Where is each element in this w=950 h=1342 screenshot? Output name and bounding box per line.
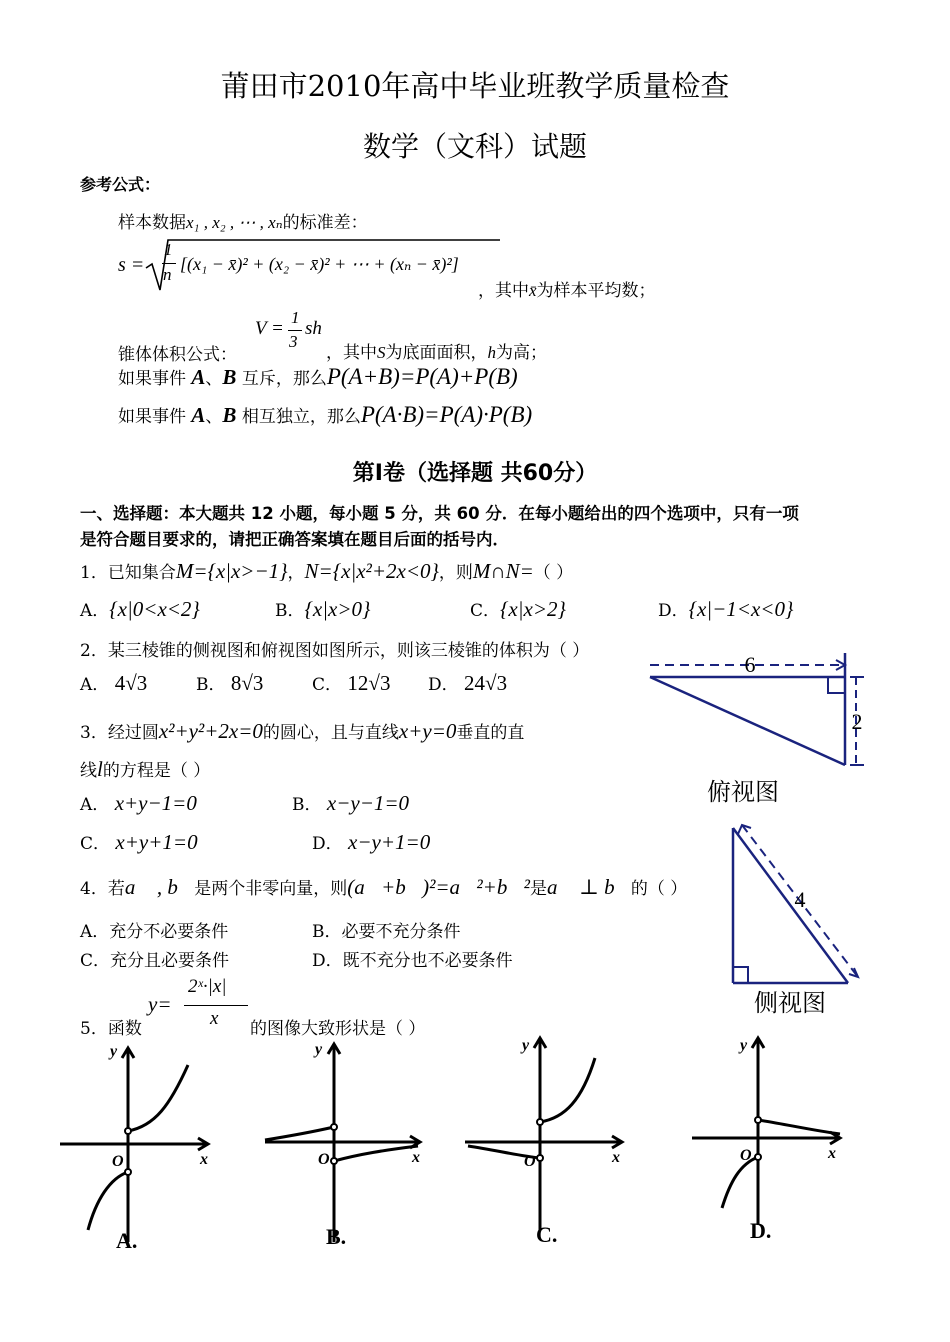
q1-set-n: N={x|x²+2x<0} [304, 559, 439, 583]
q3-option-b[interactable] [292, 790, 409, 816]
sd-frac-den: n [163, 265, 172, 284]
top-dim-label: 6 [744, 652, 756, 677]
q1-option-d[interactable] [658, 596, 793, 622]
y-label: y [110, 1043, 118, 1060]
option-label: C． [80, 951, 111, 971]
graph-label: A. [116, 1228, 138, 1253]
indep-sep: 、 [205, 407, 223, 427]
option-value: 24√3 [464, 671, 508, 695]
excl-formula: P(A+B)=P(A)+P(B) [326, 364, 518, 389]
open-point [537, 1119, 543, 1125]
excl-a: A [191, 365, 206, 389]
cone-note [326, 338, 547, 363]
open-point [331, 1124, 337, 1130]
origin-label: O [740, 1147, 752, 1164]
option-value: {x|0<x<2} [109, 597, 200, 621]
q4-option-d[interactable] [312, 946, 513, 971]
option-label: B． [196, 675, 226, 695]
q3-tail: 垂直的直 [456, 723, 525, 743]
option-value: {x|−1<x<0} [688, 597, 794, 621]
excl-sep: 、 [205, 369, 223, 389]
sample-intro: 样本数据 [118, 213, 186, 233]
option-label: B． [292, 795, 322, 815]
sample-tail: 的标准差： [282, 213, 368, 233]
graph-label: D. [750, 1218, 772, 1243]
option-label: B． [275, 601, 305, 621]
top-view-caption: 俯视图 [707, 780, 779, 806]
origin-label: O [112, 1153, 124, 1170]
q3-line2-post: 的方程是（ ） [102, 761, 211, 781]
q2-option-b[interactable] [196, 670, 263, 696]
q5-tail: 的图像大致形状是（ ） [250, 1019, 426, 1039]
indep-mid: 相互独立，那么 [241, 407, 361, 427]
option-label: B． [312, 922, 342, 942]
cone-note-3: 为高； [496, 343, 547, 363]
open-point [755, 1117, 761, 1123]
cone-h: h [487, 343, 496, 362]
q3-option-a[interactable] [80, 790, 197, 816]
option-value: 12√3 [347, 671, 391, 695]
q4-option-c[interactable] [80, 946, 229, 971]
option-label: A． [80, 922, 110, 942]
q5-den: x [210, 1008, 219, 1029]
q1-then: ，则 [438, 563, 473, 583]
open-point [125, 1128, 131, 1134]
q3-option-d[interactable] [312, 829, 430, 855]
sd-frac-num: 1 [164, 240, 173, 259]
option-value: 8√3 [230, 671, 264, 695]
option-label: D． [312, 834, 343, 854]
q3-line: x+y=0 [398, 719, 457, 743]
option-value: x−y+1=0 [348, 830, 431, 854]
q3-circle: x²+y²+2x=0 [158, 719, 263, 743]
section-instructions-1: 一、选择题：本大题共 12 小题，每小题 5 分，共 60 分．在每小题给出的四个选项中，只有一项 [80, 504, 799, 523]
option-value: x−y−1=0 [326, 791, 410, 815]
open-point [537, 1155, 543, 1161]
q1-prefix: 1．已知集合 [80, 563, 176, 583]
indep-a: A [191, 403, 206, 427]
cone-s: S [377, 343, 386, 362]
q3-prefix: 3．经过圆 [80, 723, 159, 743]
q2-option-a[interactable] [80, 670, 147, 696]
option-value: x+y−1=0 [114, 791, 197, 815]
q2-option-c[interactable] [312, 670, 390, 696]
sample-vars: x₁ , x₂ , ⋯ , xₙ [186, 213, 283, 232]
origin-label: O [318, 1151, 330, 1168]
cone-note-2: 为底面面积， [385, 343, 488, 363]
curve-left [265, 1127, 334, 1140]
q3-line2-pre: 线 [80, 761, 97, 781]
option-label: D． [658, 601, 689, 621]
q1-option-a[interactable] [80, 596, 200, 622]
q5-prefix: 5．函数 [80, 1019, 142, 1039]
x-label: x [200, 1151, 208, 1168]
side-view-hypotenuse [733, 828, 848, 983]
option-value: 充分不必要条件 [109, 922, 229, 942]
sd-note-var: x̄ [529, 281, 537, 300]
q4-option-a[interactable] [80, 917, 228, 942]
section-instructions-2: 是符合题目要求的，请把正确答案填在题目后面的括号内． [80, 530, 509, 549]
option-label: D． [312, 951, 343, 971]
cone-note-1: ，其中 [326, 343, 377, 363]
option-value: 4√3 [114, 671, 148, 695]
q4-mid: 是两个非零向量，则 [194, 879, 348, 899]
option-label: D． [428, 675, 459, 695]
open-point [331, 1158, 337, 1164]
curve-right [334, 1146, 418, 1161]
graph-c[interactable] [465, 1037, 622, 1247]
q2-option-d[interactable] [428, 670, 507, 696]
q5-graphs [40, 1030, 920, 1260]
option-value: 既不充分也不必要条件 [342, 951, 513, 971]
sd-note-pre: ，其中 [478, 281, 529, 301]
open-point [125, 1169, 131, 1175]
section-title: 第Ⅰ卷（选择题 共60分） [352, 461, 598, 486]
indep-pre: 如果事件 [118, 407, 186, 427]
indep-formula: P(A·B)=P(A)·P(B) [360, 402, 533, 427]
indep-b: B [222, 403, 237, 427]
option-value: 必要不充分条件 [341, 922, 461, 942]
q5-num: 2ˣ·|x| [188, 976, 227, 997]
q4-vecs: a⃗ , b⃗ [124, 875, 195, 899]
side-dim-label: 2 [851, 709, 863, 734]
formula-heading: 参考公式： [80, 175, 161, 194]
option-value: {x|x>2} [500, 597, 566, 621]
x-label: x [828, 1145, 836, 1162]
q1-sep: ， [287, 563, 305, 583]
excl-pre: 如果事件 [118, 369, 186, 389]
graph-label: B. [326, 1224, 347, 1249]
option-value: x+y+1=0 [115, 830, 198, 854]
q1-option-b[interactable] [275, 596, 370, 622]
x-label: x [412, 1149, 420, 1166]
q3-mid: 的圆心，且与直线 [262, 723, 399, 743]
cone-rhs: sh [305, 318, 322, 339]
question-3-line2 [80, 756, 210, 782]
option-label: C． [80, 834, 111, 854]
graph-a[interactable] [60, 1043, 208, 1253]
q2-figures [640, 645, 880, 1025]
side-dim4-label: 4 [794, 887, 806, 912]
sd-lhs: s = [118, 254, 145, 276]
exclusive-line [118, 364, 518, 390]
cone-lhs: V = [255, 318, 284, 339]
sd-frac-bar [162, 263, 176, 264]
option-value: 充分且必要条件 [110, 951, 230, 971]
graph-b[interactable] [265, 1041, 420, 1249]
top-view-hypotenuse [650, 677, 845, 765]
option-label: C． [312, 675, 343, 695]
q4-tail: 的（ ） [630, 879, 688, 899]
q3-option-c[interactable] [80, 829, 198, 855]
cone-den: 3 [289, 332, 298, 351]
q5-frac-bar [184, 1005, 248, 1006]
q4-perp: a⃗ ⊥ b⃗ [546, 875, 631, 899]
cone-formula [255, 308, 335, 362]
question-1 [80, 558, 573, 584]
option-value: {x|x>0} [304, 597, 371, 621]
q4-prefix: 4．若 [80, 879, 125, 899]
question-4 [80, 874, 687, 900]
q5-lhs: y= [148, 992, 172, 1016]
curve-right [540, 1058, 595, 1122]
page-title: 莆田市2010年高中毕业班教学质量检查 [220, 69, 730, 103]
question-2: 2．某三棱锥的侧视图和俯视图如图所示，则该三棱锥的体积为（ ） [80, 641, 590, 661]
page-subtitle: 数学（文科）试题 [362, 130, 587, 163]
sd-body: [(x₁ − x̄)² + (x₂ − x̄)² + ⋯ + (xₙ − x̄)²] [180, 254, 459, 274]
y-label: y [315, 1041, 323, 1058]
q1-set-m: M={x|x>−1} [175, 559, 288, 583]
question-3 [80, 718, 524, 744]
sd-note-post: 为样本平均数； [536, 281, 656, 301]
sd-note [478, 276, 656, 301]
option-label: A． [80, 795, 110, 815]
x-label: x [612, 1149, 620, 1166]
q4-expr: (a⃗+b⃗)²=a⃗²+b⃗² [347, 875, 530, 899]
q1-ask: M∩N= [472, 559, 534, 583]
q3-l: l [97, 757, 103, 781]
cone-frac-bar [288, 330, 302, 331]
curve-right [128, 1065, 188, 1131]
option-label: A． [80, 675, 110, 695]
question-5 [0, 970, 950, 1039]
curve-right [758, 1120, 840, 1134]
excl-b: B [222, 365, 237, 389]
q1-option-c[interactable] [470, 596, 566, 622]
cone-label: 锥体体积公式： [118, 345, 237, 365]
option-label: A． [80, 601, 110, 621]
right-angle-mark [828, 677, 845, 693]
y-label: y [522, 1037, 530, 1054]
origin-label: O [524, 1153, 536, 1170]
curve-left [722, 1157, 758, 1208]
q4-is: 是 [529, 879, 547, 899]
q4-option-b[interactable] [312, 917, 461, 942]
sample-formula-line [118, 208, 368, 233]
option-label: C． [470, 601, 501, 621]
independent-line [118, 402, 532, 428]
graph-d[interactable] [692, 1037, 840, 1243]
y-label: y [740, 1037, 748, 1054]
excl-mid: 互斥，那么 [241, 369, 327, 389]
graph-label: C. [536, 1222, 558, 1247]
side-view-caption: 侧视图 [754, 991, 826, 1017]
cone-num: 1 [291, 308, 300, 327]
q1-paren: （ ） [533, 563, 574, 583]
curve-left [88, 1172, 128, 1230]
open-point [755, 1154, 761, 1160]
